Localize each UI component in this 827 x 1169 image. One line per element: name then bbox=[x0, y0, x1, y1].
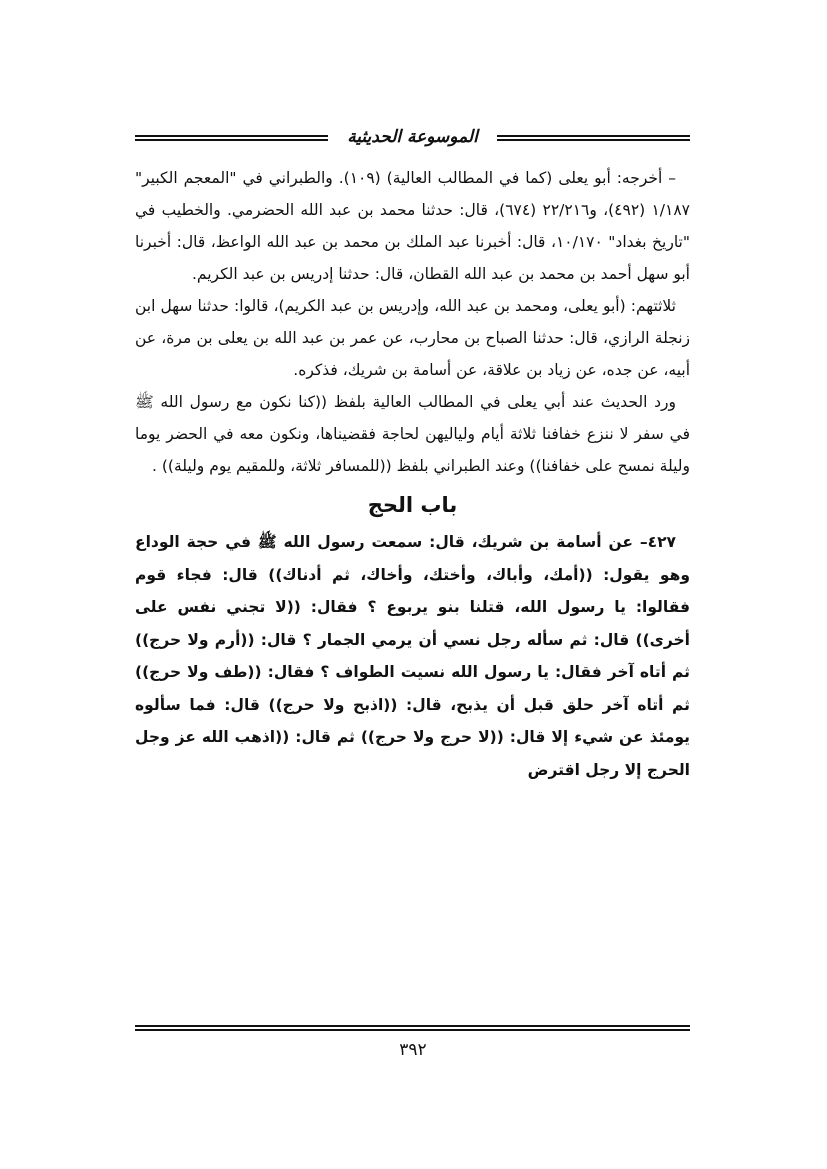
page-header bbox=[135, 126, 690, 152]
header-rule-left bbox=[135, 135, 328, 141]
footnote-paragraph-3: ورد الحديث عند أبي يعلى في المطالب العالية بلفظ ((كنا نكون مع رسول الله ﷺ في سفر لا ننزع خفافنا ثلاثة أيام ولياليهن لحاجة فقضيناها، ونكون معه في الحضر يوما وليلة نمسح على خفافنا)) وعند الطبراني بلفظ ((للمسافر ثلاثة، وللمقيم يوم وليلة)) . bbox=[135, 393, 690, 475]
footer-rule bbox=[135, 1025, 690, 1031]
footnote-paragraph-1: – أخرجه: أبو يعلى (كما في المطالب العالية) (١٠٩). والطبراني في "المعجم الكبير" ١/١٨٧ (٤٩٢)، و٢٢/٢١٦ (٦٧٤)، قال: حدثنا محمد بن عبد الله الحضرمي. والخطيب في "تاريخ بغداد" ١٠/١٧٠، قال: أخبرنا عبد الملك بن محمد بن عبد الله الواعظ، قال: أخبرنا أبو سهل أحمد بن محمد بن عبد الله القطان، قال: حدثنا إدريس بن عبد الكريم. bbox=[135, 169, 691, 283]
page-number: ٣٩٢ bbox=[399, 1040, 427, 1060]
hadith-text: ٤٢٧– عن أسامة بن شريك، قال: سمعت رسول الله ﷺ في حجة الوداع وهو يقول: ((أمك، وأباك، وأختك، وأخاك، ثم أدناك)) قال: فجاء قوم فقالوا: يا رسول الله، قتلنا بنو يربوع ؟ فقال: ((لا تجني نفس على أخرى)) قال: ثم سأله رجل نسي أن يرمي الجمار ؟ قال: ((أرم ولا حرج)) ثم أتاه آخر فقال: يا رسول الله نسيت الطواف ؟ فقال: ((طف ولا حرج)) ثم أتاه آخر حلق قبل أن يذبح، قال: ((اذبح ولا حرج)) قال: فما سألوه يومئذ عن شيء إلا قال: ((لا حرج ولا حرج)) ثم قال: ((اذهب الله عز وجل الحرج إلا رجل اقترض bbox=[135, 533, 690, 779]
page-body bbox=[135, 162, 690, 786]
running-title: الموسوعة الحديثية bbox=[347, 127, 478, 147]
header-rule-right bbox=[497, 135, 690, 141]
footnote-paragraph-2: ثلاثتهم: (أبو يعلى، ومحمد بن عبد الله، وإدريس بن عبد الكريم)، قالوا: حدثنا سهل ابن زنجلة الرازي، قال: حدثنا الصباح بن محارب، عن عمر بن عبد الله بن يعلى بن مرة، عن أبيه، عن جده، عن زياد بن علاقة، عن أسامة بن شريك، فذكره. bbox=[135, 297, 690, 379]
section-title: باب الحج bbox=[367, 493, 458, 517]
